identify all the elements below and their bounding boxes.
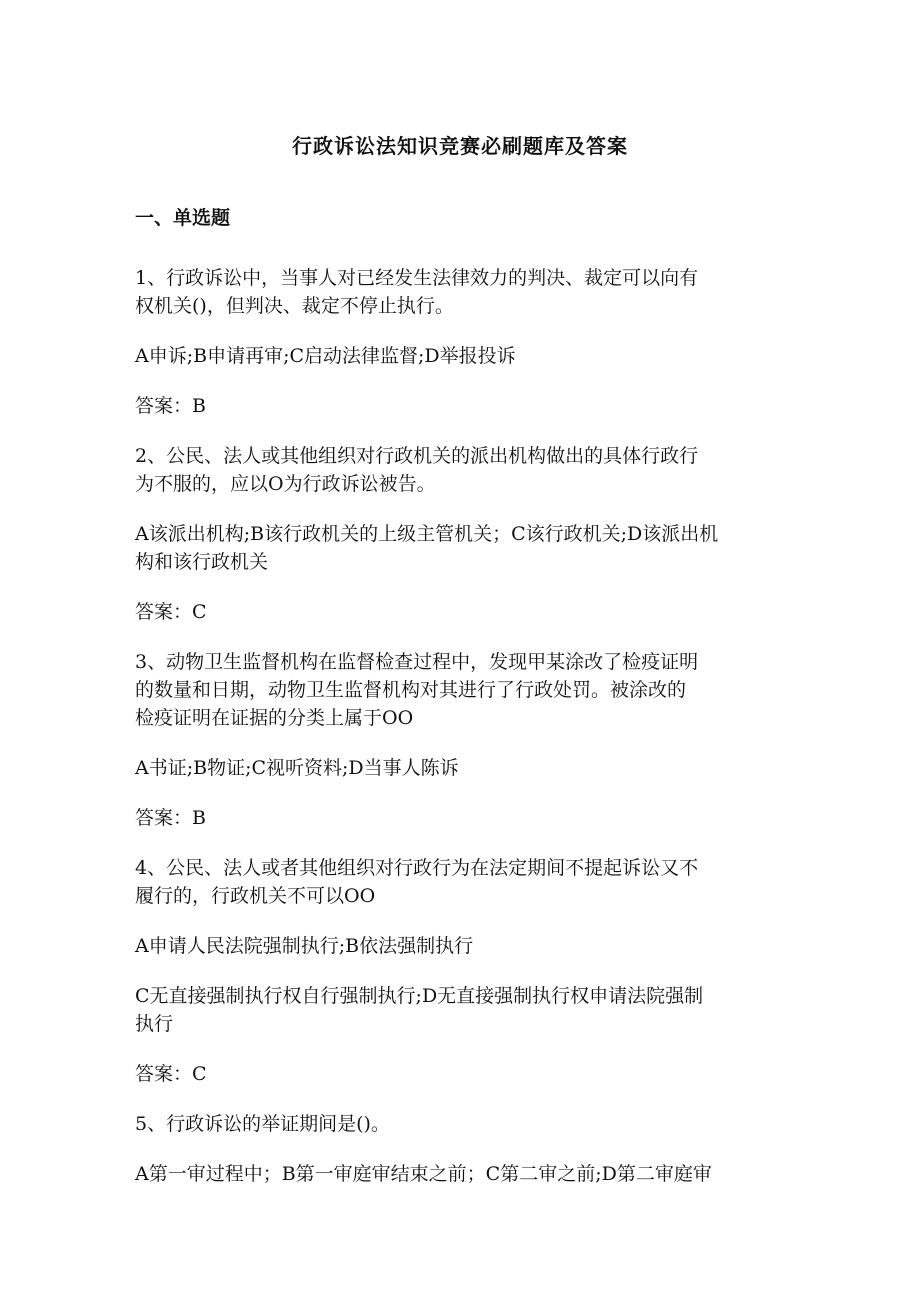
answer-options bbox=[135, 932, 785, 960]
text-line: A书证;B物证;C视听资料;D当事人陈诉 bbox=[135, 757, 459, 779]
text-line: 4、公民、法人或者其他组织对行政行为在法定期间不提起诉讼又不 bbox=[135, 857, 699, 879]
question-text bbox=[135, 854, 785, 910]
text-line: A申请人民法院强制执行;B依法强制执行 bbox=[135, 935, 474, 957]
answer-options bbox=[135, 342, 785, 370]
text-line: 答案：C bbox=[135, 1063, 207, 1085]
question-text bbox=[135, 442, 785, 498]
answer-key bbox=[135, 598, 785, 626]
answer-key bbox=[135, 804, 785, 832]
answer-key bbox=[135, 392, 785, 420]
text-line: 答案：B bbox=[135, 807, 206, 829]
text-line: A该派出机构;B该行政机关的上级主管机关；C该行政机关;D该派出机 bbox=[135, 523, 719, 545]
text-line: 执行 bbox=[135, 1013, 174, 1035]
text-line: A申诉;B申请再审;C启动法律监督;D举报投诉 bbox=[135, 345, 516, 367]
text-line: 检疫证明在证据的分类上属于OO bbox=[135, 707, 414, 729]
answer-options bbox=[135, 1160, 785, 1188]
text-line: 权机关()，但判决、裁定不停止执行。 bbox=[135, 295, 454, 317]
text-line: 答案：C bbox=[135, 601, 207, 623]
text-line: 2、公民、法人或其他组织对行政机关的派出机构做出的具体行政行 bbox=[135, 445, 699, 467]
answer-options bbox=[135, 982, 785, 1038]
document-title: 行政诉讼法知识竞赛必刷题库及答案 bbox=[292, 134, 628, 158]
text-line: 答案：B bbox=[135, 395, 206, 417]
text-line: C无直接强制执行权自行强制执行;D无直接强制执行权申请法院强制 bbox=[135, 985, 704, 1007]
text-line: 3、动物卫生监督机构在监督检查过程中，发现甲某涂改了检疫证明 bbox=[135, 651, 699, 673]
text-line: 履行的，行政机关不可以OO bbox=[135, 885, 376, 907]
text-line: A第一审过程中；B第一审庭审结束之前；C第二审之前;D第二审庭审 bbox=[135, 1163, 712, 1185]
answer-key bbox=[135, 1060, 785, 1088]
text-line: 5、行政诉讼的举证期间是()。 bbox=[135, 1113, 390, 1135]
text-line: 构和该行政机关 bbox=[135, 551, 269, 573]
section-heading: 一、单选题 bbox=[135, 207, 231, 229]
question-list bbox=[135, 264, 785, 1210]
question-text bbox=[135, 264, 785, 320]
answer-options bbox=[135, 520, 785, 576]
answer-options bbox=[135, 754, 785, 782]
question-text bbox=[135, 1110, 785, 1138]
text-line: 的数量和日期，动物卫生监督机构对其进行了行政处罚。被涂改的 bbox=[135, 679, 687, 701]
question-text bbox=[135, 648, 785, 732]
text-line: 为不服的，应以O为行政诉讼被告。 bbox=[135, 473, 436, 495]
text-line: 1、行政诉讼中，当事人对已经发生法律效力的判决、裁定可以向有 bbox=[135, 267, 699, 289]
